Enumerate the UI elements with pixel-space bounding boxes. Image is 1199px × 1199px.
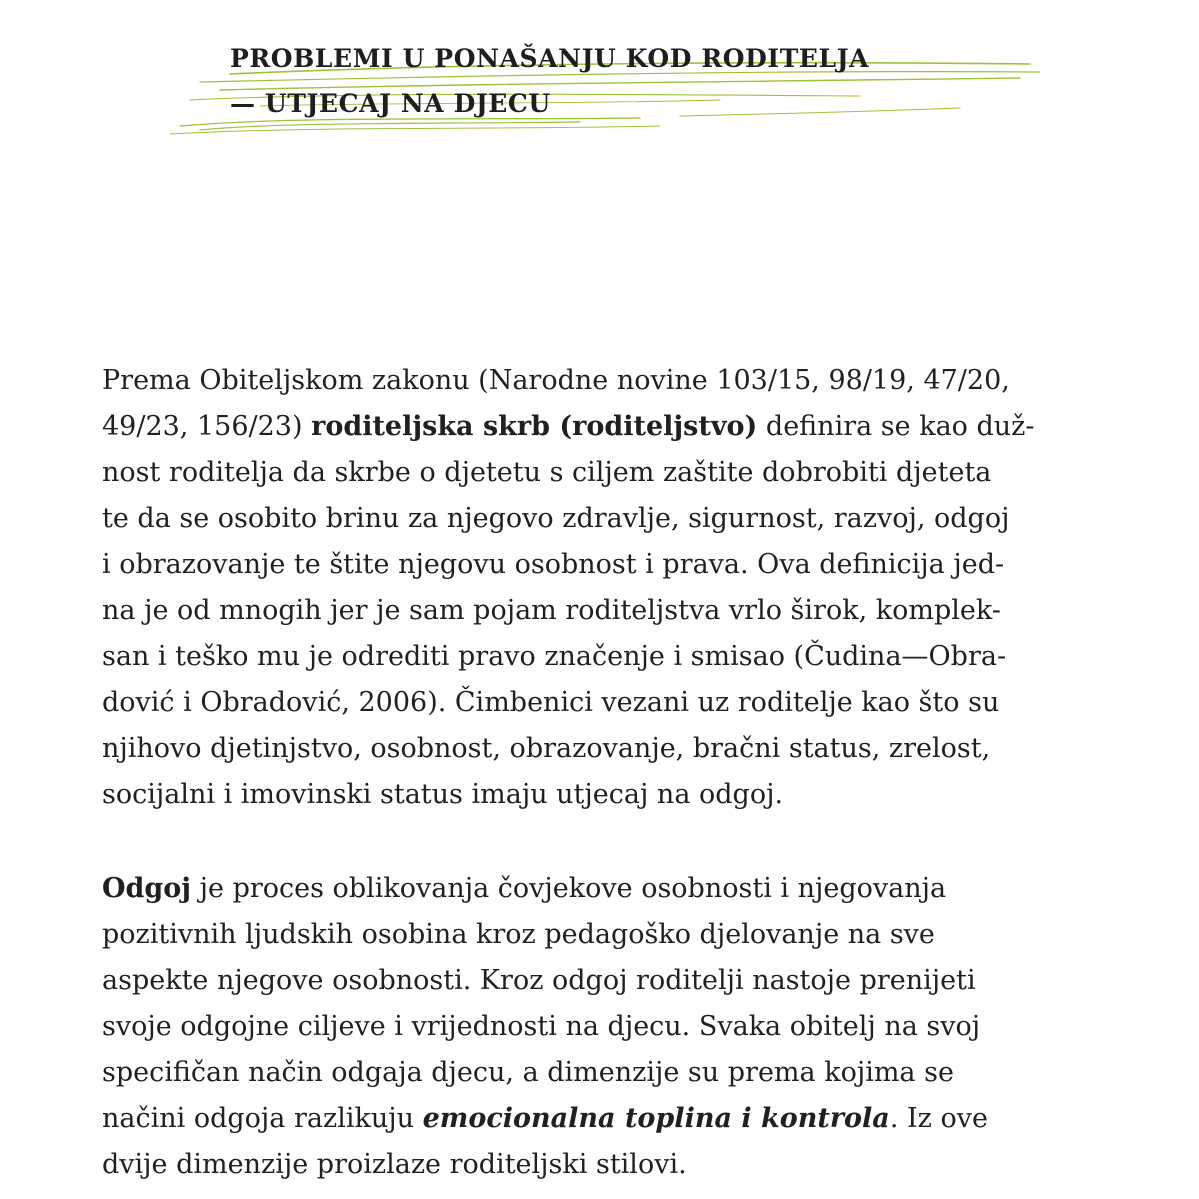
text-line: nost roditelja da skrbe o djetetu s ciljem zaštite dobrobiti djeteta xyxy=(102,457,992,488)
text-line xyxy=(102,866,1062,912)
text-line: i obrazovanje te štite njegovu osobnost i prava. Ova definicija jed- xyxy=(102,549,1005,580)
bold-term-upbringing: Odgoj xyxy=(102,873,192,904)
text-line xyxy=(102,1096,1062,1142)
text-line: te da se osobito brinu za njegovo zdravlje, sigurnost, razvoj, odgoj xyxy=(102,503,1010,534)
title-line-2: — UTJECAJ NA DJECU xyxy=(230,89,551,118)
text-run: definira se kao duž- xyxy=(757,411,1035,442)
text-line: Prema Obiteljskom zakonu (Narodne novine 103/15, 98/19, 47/20, xyxy=(102,365,1010,396)
text-run: načini odgoja razlikuju xyxy=(102,1103,423,1134)
paragraph-parental-care xyxy=(102,358,1062,818)
page-title xyxy=(230,36,869,126)
chapter-header xyxy=(160,30,1060,140)
text-line: pozitivnih ljudskih osobina kroz pedagoško djelovanje na sve xyxy=(102,919,935,950)
body-text xyxy=(102,358,1062,1188)
text-line: njihovo djetinjstvo, osobnost, obrazovanje, bračni status, zrelost, xyxy=(102,733,991,764)
paragraph-upbringing xyxy=(102,866,1062,1188)
text-line: aspekte njegove osobnosti. Kroz odgoj roditelji nastoje prenijeti xyxy=(102,965,976,996)
text-run: . Iz ove xyxy=(889,1103,988,1134)
bold-term-parental-care: roditeljska skrb (roditeljstvo) xyxy=(311,411,758,442)
text-run: je proces oblikovanja čovjekove osobnosti i njegovanja xyxy=(191,873,947,904)
text-line: socijalni i imovinski status imaju utjecaj na odgoj. xyxy=(102,779,784,810)
text-line: svoje odgojne ciljeve i vrijednosti na djecu. Svaka obitelj na svoj xyxy=(102,1011,981,1042)
emphasis-dimensions: emocionalna toplina i kontrola xyxy=(422,1103,890,1134)
text-line: na je od mnogih jer je sam pojam roditeljstva vrlo širok, komplek- xyxy=(102,595,1001,626)
text-line xyxy=(102,404,1062,450)
text-line: dvije dimenzije proizlaze roditeljski stilovi. xyxy=(102,1149,687,1180)
title-line-1: PROBLEMI U PONAŠANJU KOD RODITELJA xyxy=(230,44,870,73)
text-run: 49/23, 156/23) xyxy=(102,411,312,442)
text-line: san i teško mu je odrediti pravo značenje i smisao (Čudina—Obra- xyxy=(102,641,1007,672)
text-line: dović i Obradović, 2006). Čimbenici vezani uz roditelje kao što su xyxy=(102,687,1000,718)
text-line: specifičan način odgaja djecu, a dimenzije su prema kojima se xyxy=(102,1057,954,1088)
